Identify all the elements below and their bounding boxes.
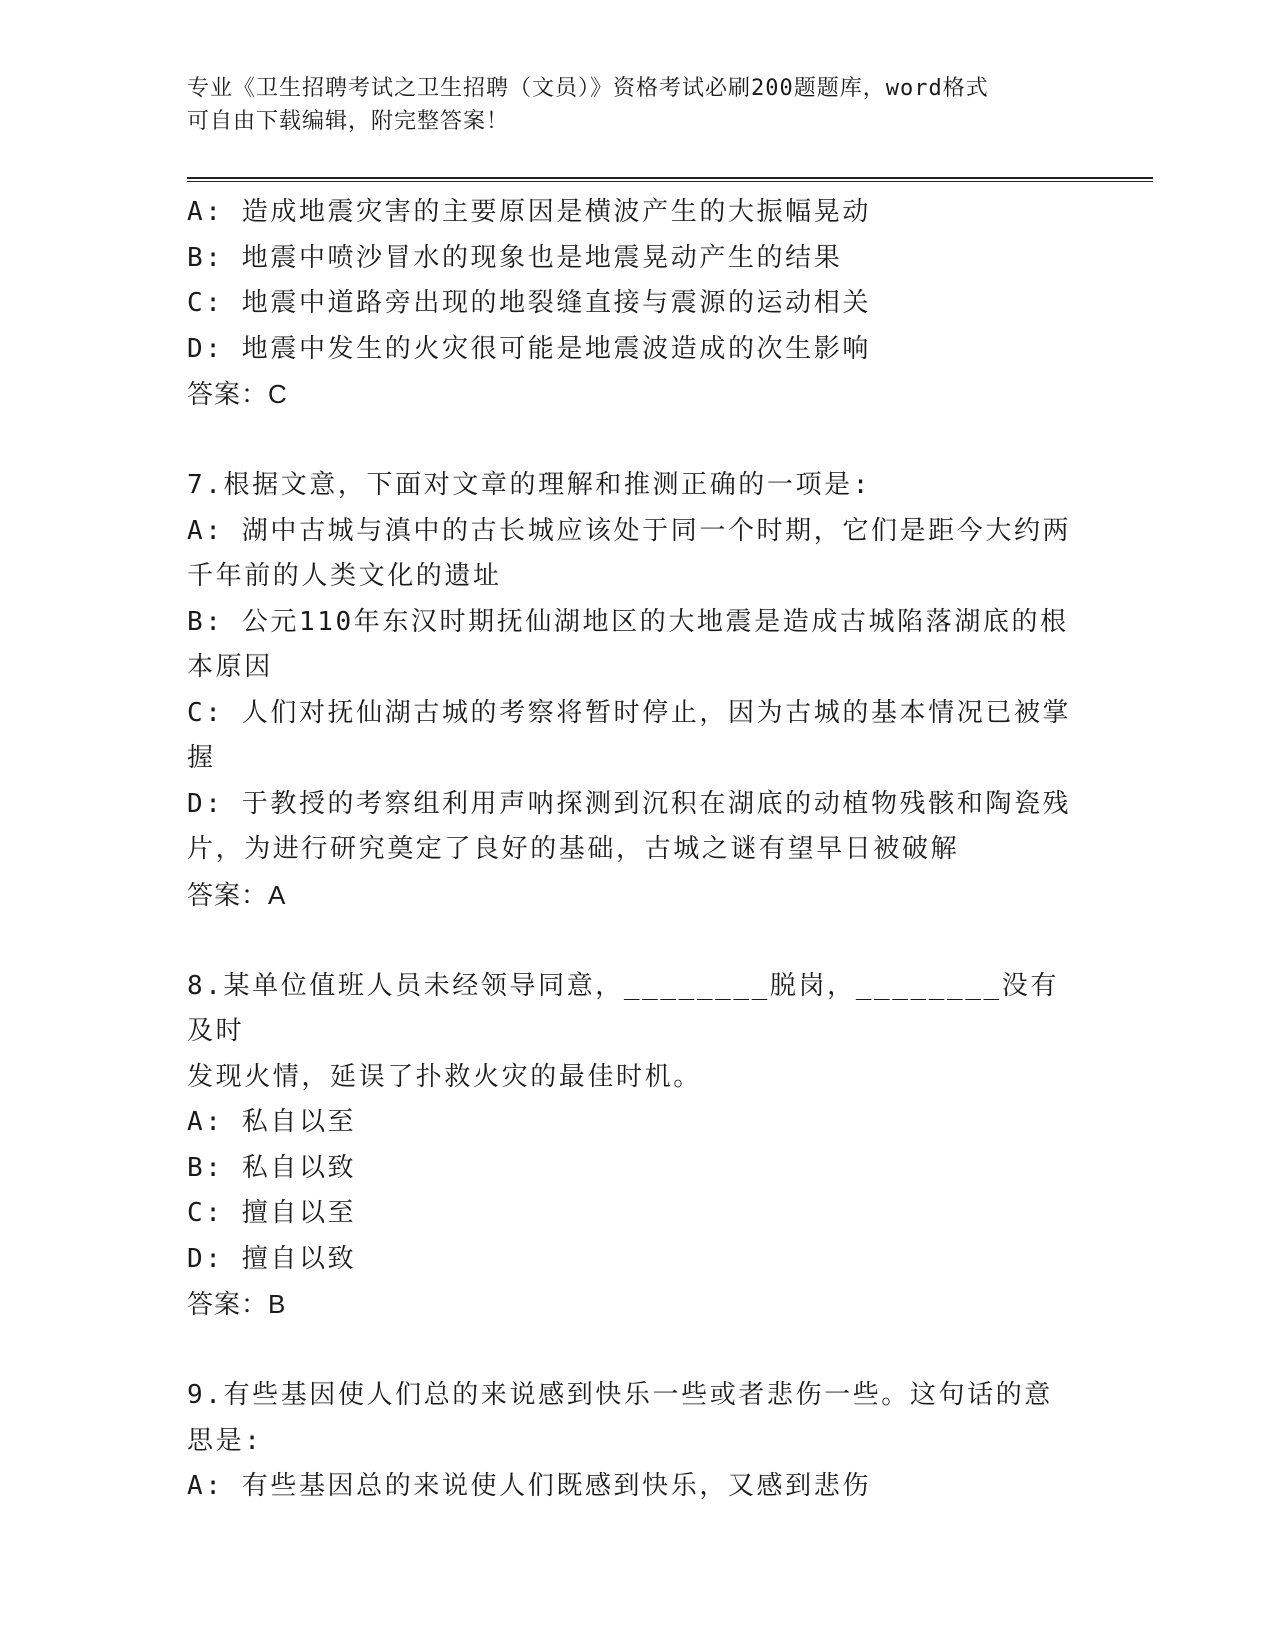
q6-option-c: C: 地震中道路旁出现的地裂缝直接与震源的运动相关 [187, 288, 871, 318]
q8-stem: 8.某单位值班人员未经领导同意，________脱岗，________没有及时 [187, 970, 1059, 1046]
q7-option-c-cont: 握 [187, 743, 216, 773]
q9-option-a: A: 有些基因总的来说使人们既感到快乐，又感到悲伤 [187, 1471, 871, 1501]
q9-stem-cont: 思是: [187, 1425, 263, 1456]
header-divider-thick [187, 177, 1153, 179]
spacer [187, 418, 1087, 464]
q7-option-c: C: 人们对抚仙湖古城的考察将暂时停止，因为古城的基本情况已被掌 [187, 697, 1072, 728]
q6-option-d: D: 地震中发生的火灾很可能是地震波造成的次生影响 [187, 333, 871, 364]
q8-stem-cont: 发现火情，延误了扑救火灾的最佳时机。 [187, 1061, 702, 1092]
spacer [187, 918, 1087, 964]
q7-option-d-cont: 片，为进行研究奠定了良好的基础，古城之谜有望早日被破解 [187, 834, 960, 864]
q6-option-b: B: 地震中喷沙冒水的现象也是地震晃动产生的结果 [187, 242, 843, 273]
q7-stem: 7.根据文意，下面对文章的理解和推测正确的一项是: [187, 470, 871, 500]
q7-option-a-cont: 千年前的人类文化的遗址 [187, 561, 502, 591]
q7-option-b: B: 公元110年东汉时期抚仙湖地区的大地震是造成古城陷落湖底的根 [187, 606, 1069, 637]
q7-option-a: A: 湖中古城与滇中的古长城应该处于同一个时期，它们是距今大约两 [187, 515, 1072, 546]
q8-answer: 答案：B [187, 1289, 287, 1319]
q7-answer: 答案：A [187, 879, 287, 910]
q9-stem: 9.有些基因使人们总的来说感到快乐一些或者悲伤一些。这句话的意 [187, 1380, 1053, 1410]
q6-option-a: A: 造成地震灾害的主要原因是横波产生的大振幅晃动 [187, 197, 871, 227]
header-line-2: 可自由下载编辑，附完整答案！ [187, 109, 510, 134]
spacer [187, 1328, 1087, 1374]
q7-option-b-cont: 本原因 [187, 652, 273, 682]
header-line-1: 专业《卫生招聘考试之卫生招聘（文员）》资格考试必刷200题题库，word格式 [187, 76, 989, 101]
q6-answer: 答案：C [187, 379, 288, 409]
q8-option-d: D: 擅自以致 [187, 1243, 357, 1274]
q7-option-d: D: 于教授的考察组利用声呐探测到沉积在湖底的动植物残骸和陶瓷残 [187, 788, 1072, 819]
q8-option-a: A: 私自以至 [187, 1107, 357, 1137]
question-content [187, 190, 1087, 1510]
q8-option-b: B: 私自以致 [187, 1152, 357, 1183]
document-header [187, 72, 1067, 138]
q8-option-c: C: 擅自以至 [187, 1198, 357, 1228]
header-divider-thin [187, 181, 1153, 182]
